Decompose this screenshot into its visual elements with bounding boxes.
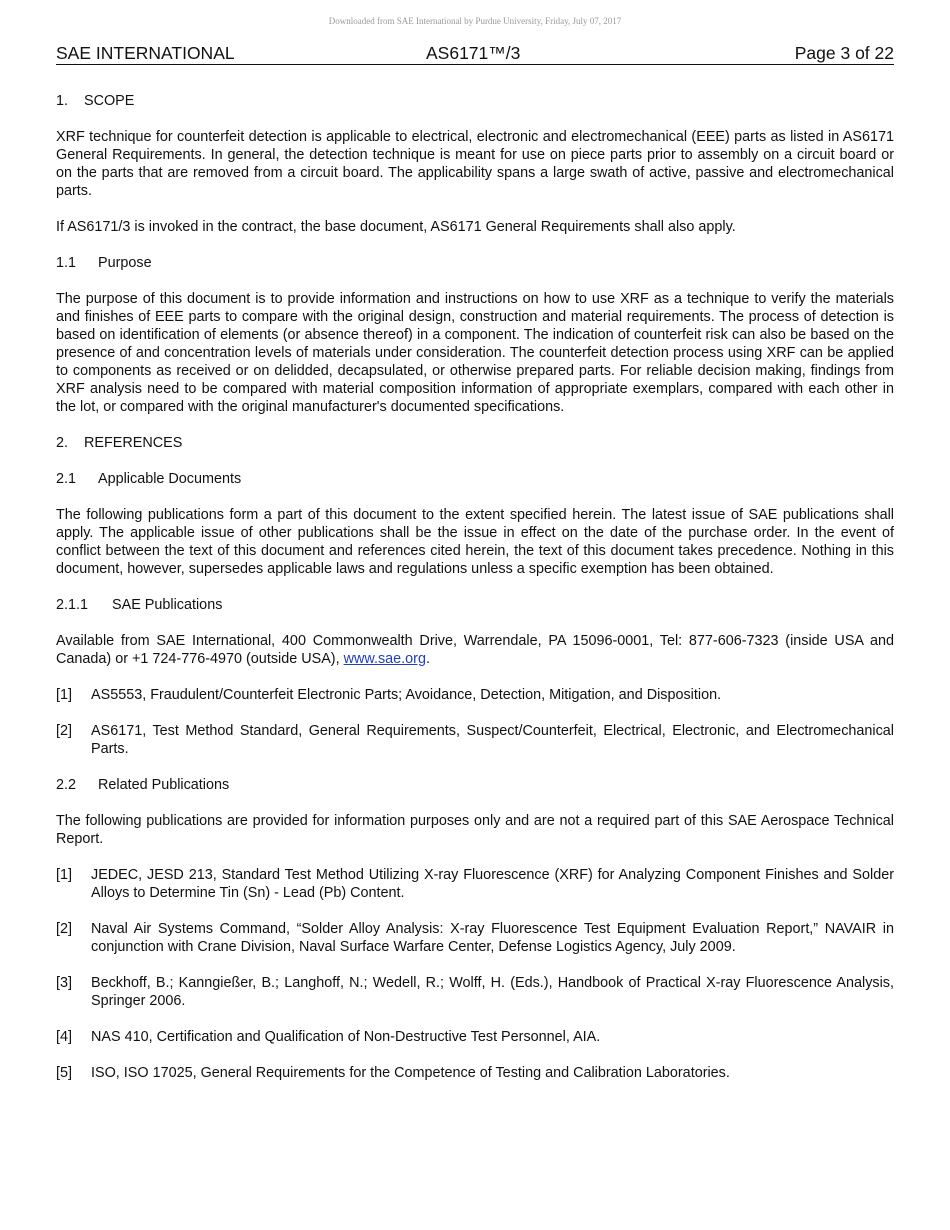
section-title: SCOPE	[84, 93, 135, 109]
paragraph: The purpose of this document is to provide information and instructions on how to use XRF as a technique to verify the materials and finishes of EEE parts to compare with the original design, construction and material requirements. The process of detection is based on identification of elements (or absence thereof) in a component. The indication of counterfeit risk can also be based on the presence of and concentration levels of materials under consideration. The counterfeit detection process using XRF can be applied to components as received or on delidded, decapsulated, or otherwise prepared parts. For reliable decision making, findings from XRF analysis need to be compared with material composition information of appropriate exemplars, compared with each other in the lot, or compared with the original manufacturer's documented specifications.	[56, 291, 894, 415]
page-header	[56, 43, 894, 65]
section-number: 1.1	[56, 255, 77, 271]
section-heading-applicable-documents	[56, 470, 894, 488]
reference-item	[56, 722, 894, 758]
reference-text: JEDEC, JESD 213, Standard Test Method Utilizing X-ray Fluorescence (XRF) for Analyzing Component Finishes and Solder Alloys to Determine Tin (Sn) - Lead (Pb) Content.	[91, 867, 894, 901]
reference-index: [2]	[56, 723, 72, 739]
reference-text: AS5553, Fraudulent/Counterfeit Electronic Parts; Avoidance, Detection, Mitigation, and Disposition.	[91, 687, 722, 703]
section-title: REFERENCES	[84, 435, 183, 451]
reference-index: [1]	[56, 867, 72, 883]
sae-website-link[interactable]: www.sae.org	[343, 651, 426, 667]
reference-item	[56, 686, 894, 704]
reference-item	[56, 1028, 894, 1046]
reference-item	[56, 974, 894, 1010]
reference-text: Beckhoff, B.; Kanngießer, B.; Langhoff, N.; Wedell, R.; Wolff, H. (Eds.), Handbook of Practical X-ray Fluorescence Analysis, Springer 2006.	[91, 975, 894, 1009]
section-title: Applicable Documents	[98, 471, 242, 487]
paragraph-text-end: .	[425, 651, 430, 667]
document-page	[56, 43, 894, 1100]
paragraph	[56, 632, 894, 668]
reference-index: [2]	[56, 921, 72, 937]
reference-item	[56, 920, 894, 956]
reference-index: [3]	[56, 975, 72, 991]
reference-text: AS6171, Test Method Standard, General Requirements, Suspect/Counterfeit, Electrical, Electronic, and Electromechanical Parts.	[91, 723, 894, 757]
section-heading-scope	[56, 92, 894, 110]
reference-text: Naval Air Systems Command, “Solder Alloy Analysis: X-ray Fluorescence Test Equipment Evaluation Report,” NAVAIR in conjunction with Crane Division, Naval Surface Warfare Center, Defense Logistics Agency, July 2009.	[91, 921, 894, 955]
section-number: 2.	[56, 435, 69, 451]
reference-item	[56, 866, 894, 902]
paragraph: The following publications are provided for information purposes only and are not a required part of this SAE Aerospace Technical Report.	[56, 813, 894, 847]
paragraph-text: Available from SAE International, 400 Commonwealth Drive, Warrendale, PA 15096-0001, Tel: 877-606-7323 (inside USA and Canada) or +1 724-776-4970 (outside USA),	[56, 633, 894, 667]
section-number: 2.1	[56, 471, 77, 487]
section-title: SAE Publications	[112, 597, 223, 613]
section-heading-purpose	[56, 254, 894, 272]
document-body	[56, 92, 894, 1082]
reference-text: ISO, ISO 17025, General Requirements for the Competence of Testing and Calibration Laboratories.	[91, 1065, 730, 1081]
reference-text: NAS 410, Certification and Qualification of Non-Destructive Test Personnel, AIA.	[91, 1029, 601, 1045]
reference-index: [5]	[56, 1065, 72, 1081]
reference-item	[56, 1064, 894, 1082]
reference-index: [4]	[56, 1029, 72, 1045]
section-number: 1.	[56, 93, 69, 109]
download-watermark: Downloaded from SAE International by Purdue University, Friday, July 07, 2017	[328, 16, 622, 26]
header-doc-id: AS6171™/3	[426, 43, 521, 63]
paragraph: The following publications form a part of this document to the extent specified herein. The latest issue of SAE publications shall apply. The applicable issue of other publications shall be the issue in effect on the date of the purchase order. In the event of conflict between the text of this document and references cited herein, the text of this document takes precedence. Nothing in this document, however, supersedes applicable laws and regulations unless a specific exemption has been obtained.	[56, 507, 894, 577]
section-title: Related Publications	[98, 777, 230, 793]
header-page-number: Page 3 of 22	[794, 43, 894, 63]
section-heading-related-publications	[56, 776, 894, 794]
section-number: 2.1.1	[56, 597, 89, 613]
section-heading-references	[56, 434, 894, 452]
section-heading-sae-publications	[56, 596, 894, 614]
reference-index: [1]	[56, 687, 72, 703]
paragraph: XRF technique for counterfeit detection is applicable to electrical, electronic and electromechanical (EEE) parts as listed in AS6171 General Requirements. In general, the detection technique is meant for use on piece parts prior to assembly on a circuit board or on the parts that are removed from a circuit board. The applicability spans a large swath of active, passive and electromechanical parts.	[56, 129, 894, 199]
paragraph: If AS6171/3 is invoked in the contract, the base document, AS6171 General Requirements shall also apply.	[56, 219, 736, 235]
section-title: Purpose	[98, 255, 152, 271]
section-number: 2.2	[56, 777, 77, 793]
header-org: SAE INTERNATIONAL	[56, 43, 235, 63]
